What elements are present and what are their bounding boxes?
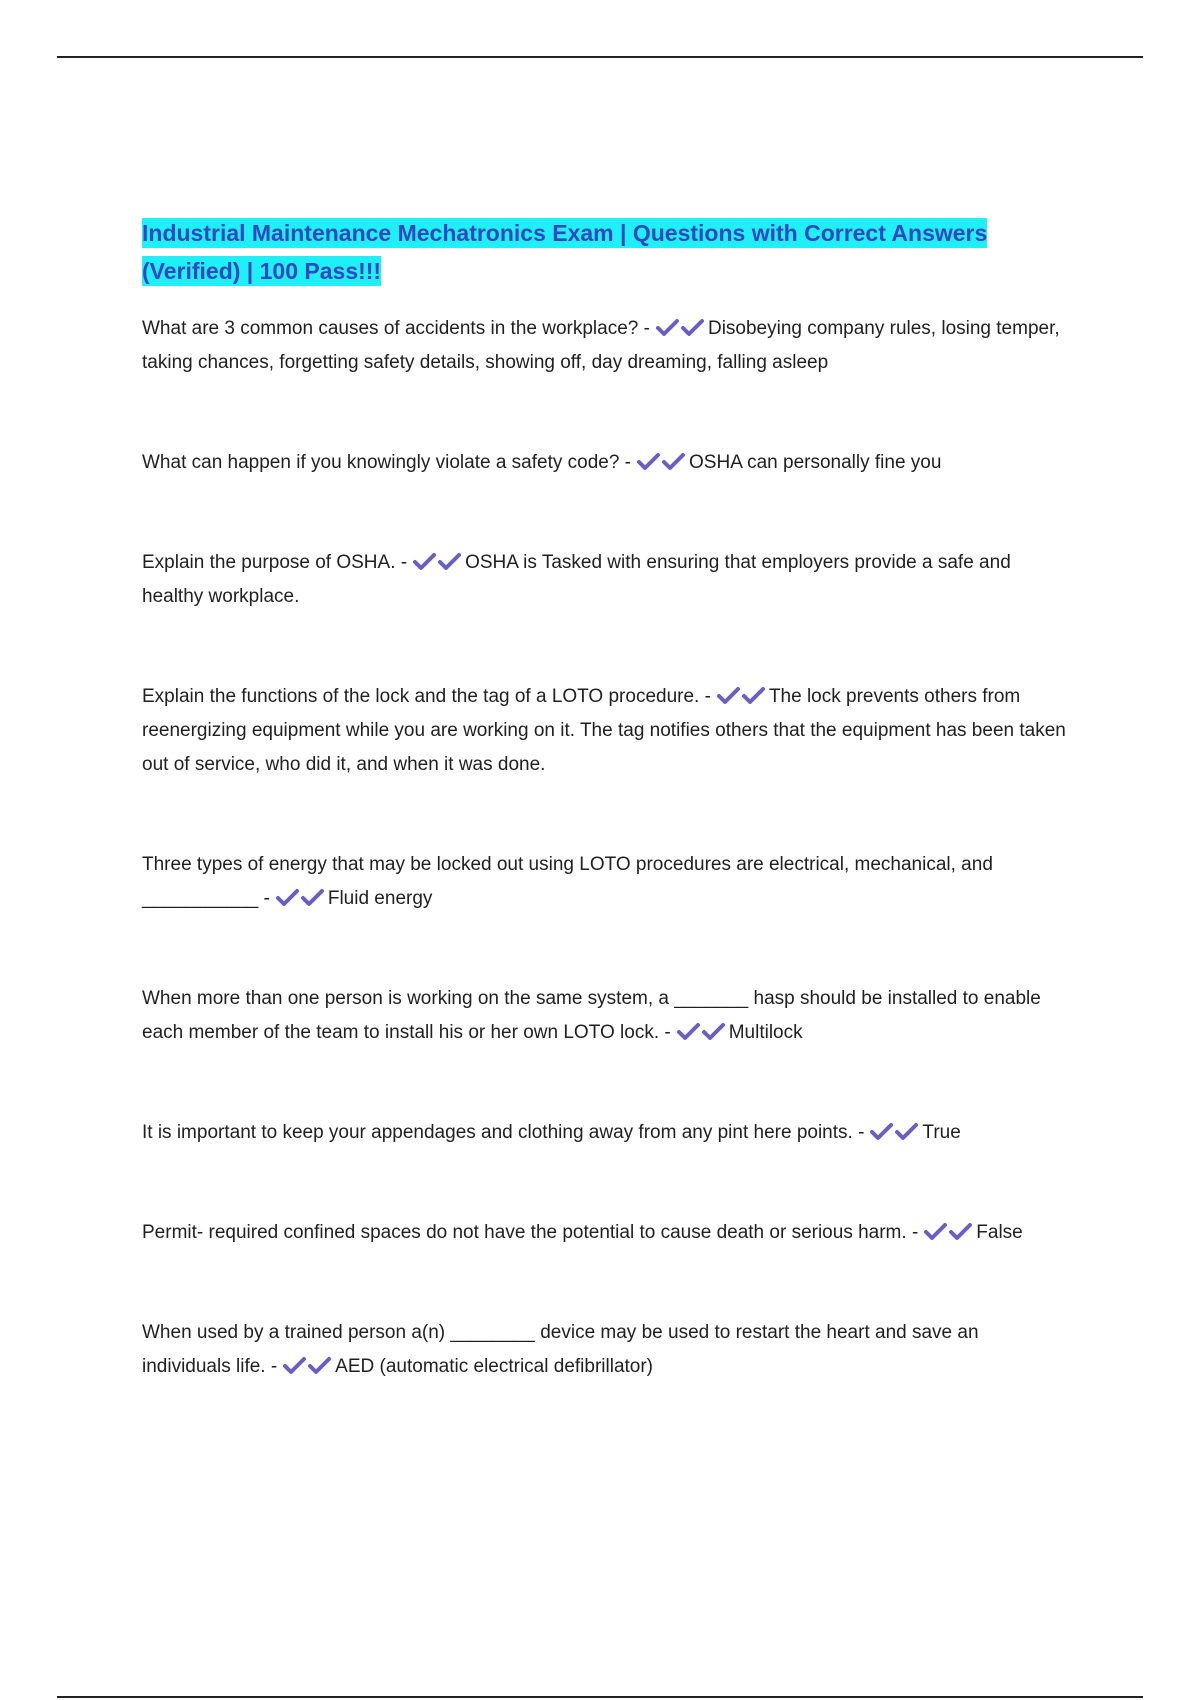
answer-text: The lock prevents others from reenergizing equipment while you are working on it. The tag notifies others that the equipment has been taken out of service, who did it, and when it was done.: [142, 686, 1066, 775]
question-text: Explain the functions of the lock and the tag of a LOTO procedure. -: [142, 686, 711, 707]
qa-item-9: [142, 1316, 1072, 1384]
qa-item-8: [142, 1216, 1072, 1250]
answer-text: Multilock: [728, 1022, 803, 1043]
double-check-icon: [677, 1021, 727, 1043]
qa-item-5: [142, 848, 1072, 916]
document-title-text: Industrial Maintenance Mechatronics Exam | Questions with Correct Answers (Verified) | 100 Pass!!!: [142, 220, 988, 284]
double-check-icon: [637, 451, 687, 473]
double-check-icon: [276, 887, 326, 909]
answer-text: Disobeying company rules, losing temper, taking chances, forgetting safety details, showing off, day dreaming, falling asleep: [142, 318, 1060, 373]
answer-text: Fluid energy: [327, 888, 433, 909]
answer-text: AED (automatic electrical defibrillator): [335, 1356, 654, 1377]
answer-text: True: [922, 1122, 961, 1143]
answer-text: OSHA is Tasked with ensuring that employers provide a safe and healthy workplace.: [142, 552, 1011, 607]
question-text: What can happen if you knowingly violate a safety code? -: [142, 452, 632, 473]
question-text: It is important to keep your appendages and clothing away from any pint here points. -: [142, 1122, 865, 1143]
double-check-icon: [924, 1221, 974, 1243]
question-text: Permit- required confined spaces do not have the potential to cause death or serious harm. -: [142, 1222, 919, 1243]
question-text: Three types of energy that may be locked out using LOTO procedures are electrical, mechanical, and ___________ -: [142, 854, 993, 909]
document-title: [142, 214, 1072, 290]
question-text: What are 3 common causes of accidents in the workplace? -: [142, 318, 650, 339]
question-text: Explain the purpose of OSHA. -: [142, 552, 408, 573]
qa-item-2: [142, 446, 1072, 480]
double-check-icon: [413, 551, 463, 573]
double-check-icon: [870, 1121, 920, 1143]
answer-text: OSHA can personally fine you: [689, 452, 942, 473]
qa-item-1: [142, 312, 1072, 380]
answer-text: False: [976, 1222, 1023, 1243]
qa-item-3: [142, 546, 1072, 614]
question-text: When used by a trained person a(n) ________ device may be used to restart the heart and save an individuals life. -: [142, 1322, 979, 1377]
footer-rule: [57, 1696, 1143, 1698]
header-rule: [57, 56, 1143, 58]
document-body: [142, 214, 1072, 1384]
double-check-icon: [283, 1355, 333, 1377]
question-text: When more than one person is working on the same system, a _______ hasp should be installed to enable each member of the team to install his or her own LOTO lock. -: [142, 988, 1041, 1043]
double-check-icon: [717, 685, 767, 707]
qa-item-4: [142, 680, 1072, 782]
qa-item-6: [142, 982, 1072, 1050]
qa-item-7: [142, 1116, 1072, 1150]
double-check-icon: [656, 317, 706, 339]
